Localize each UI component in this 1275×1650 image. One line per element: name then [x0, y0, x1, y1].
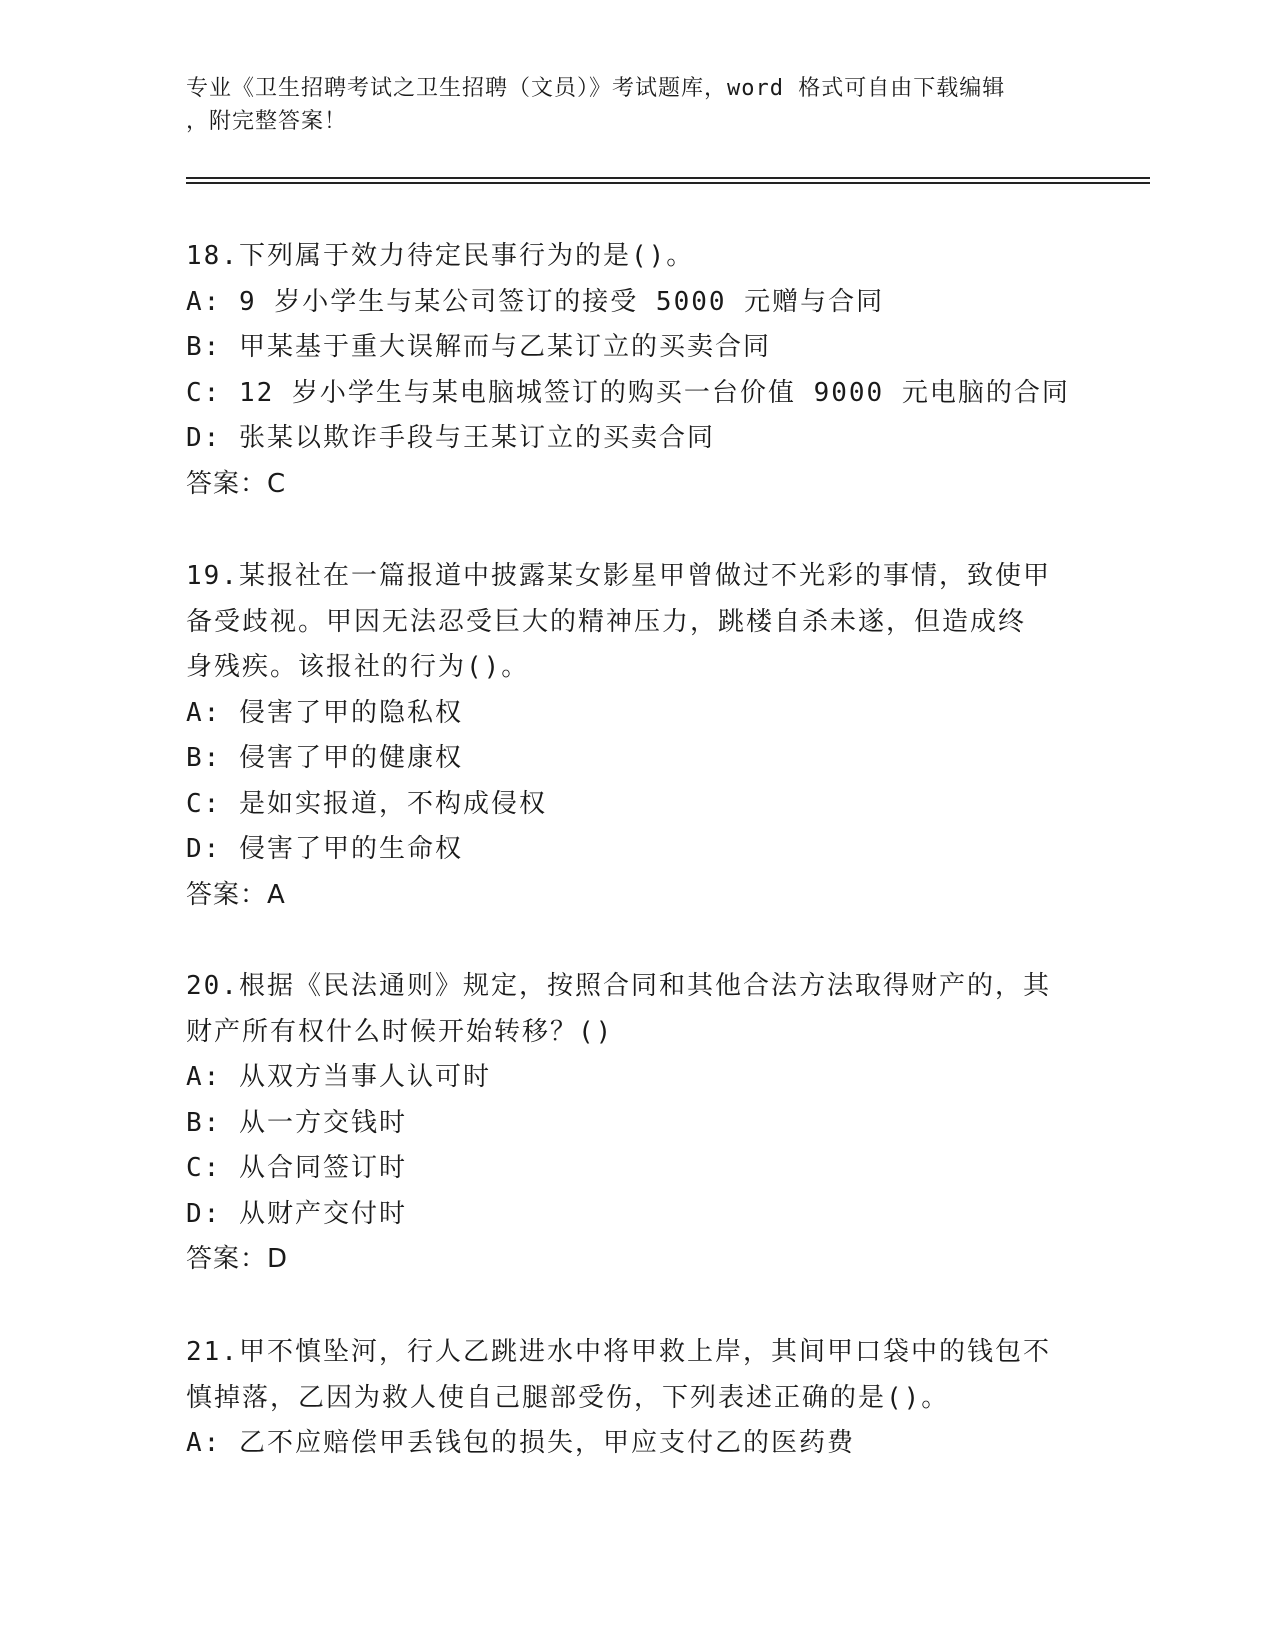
header-line-2: ，附完整答案！	[186, 109, 348, 134]
header-line-1: 专业《卫生招聘考试之卫生招聘（文员）》考试题库，word 格式可自由下载编辑	[186, 76, 1006, 101]
question-stem: 慎掉落，乙因为救人使自己腿部受伤，下列表述正确的是()。	[186, 1382, 950, 1413]
option-a: A: 从双方当事人认可时	[186, 1062, 491, 1092]
question-stem: 财产所有权什么时候开始转移？()	[186, 1016, 614, 1047]
option-a: A: 侵害了甲的隐私权	[186, 697, 463, 728]
question-stem: 18.下列属于效力待定民事行为的是()。	[186, 241, 695, 271]
answer: 答案：A	[186, 879, 286, 910]
option-d: D: 从财产交付时	[186, 1198, 407, 1229]
question-stem: 21.甲不慎坠河，行人乙跳进水中将甲救上岸，其间甲口袋中的钱包不	[186, 1337, 1051, 1367]
question-stem: 19.某报社在一篇报道中披露某女影星甲曾做过不光彩的事情，致使甲	[186, 561, 1051, 591]
option-a: A: 9 岁小学生与某公司签订的接受 5000 元赠与合同	[186, 286, 885, 317]
question-18	[186, 234, 1086, 507]
question-19	[186, 554, 1086, 918]
option-b: B: 甲某基于重大误解而与乙某订立的买卖合同	[186, 332, 771, 362]
question-20	[186, 964, 1086, 1283]
option-c: C: 是如实报道，不构成侵权	[186, 788, 547, 819]
question-stem: 20.根据《民法通则》规定，按照合同和其他合法方法取得财产的，其	[186, 971, 1051, 1001]
option-d: D: 侵害了甲的生命权	[186, 834, 463, 864]
option-c: C: 12 岁小学生与某电脑城签订的购买一台价值 9000 元电脑的合同	[186, 377, 1070, 408]
question-stem: 备受歧视。甲因无法忍受巨大的精神压力，跳楼自杀未遂，但造成终	[186, 606, 1027, 637]
question-stem: 身残疾。该报社的行为()。	[186, 652, 530, 682]
answer: 答案：D	[186, 1244, 289, 1274]
option-a: A: 乙不应赔偿甲丢钱包的损失，甲应支付乙的医药费	[186, 1428, 855, 1458]
option-d: D: 张某以欺诈手段与王某订立的买卖合同	[186, 423, 715, 453]
option-c: C: 从合同签订时	[186, 1153, 407, 1183]
option-b: B: 侵害了甲的健康权	[186, 743, 463, 773]
answer: 答案：C	[186, 468, 287, 499]
header-divider-bottom	[186, 182, 1150, 184]
question-21	[186, 1330, 1086, 1467]
header-divider-top	[186, 177, 1150, 179]
document-header	[186, 72, 1066, 138]
option-b: B: 从一方交钱时	[186, 1107, 407, 1138]
